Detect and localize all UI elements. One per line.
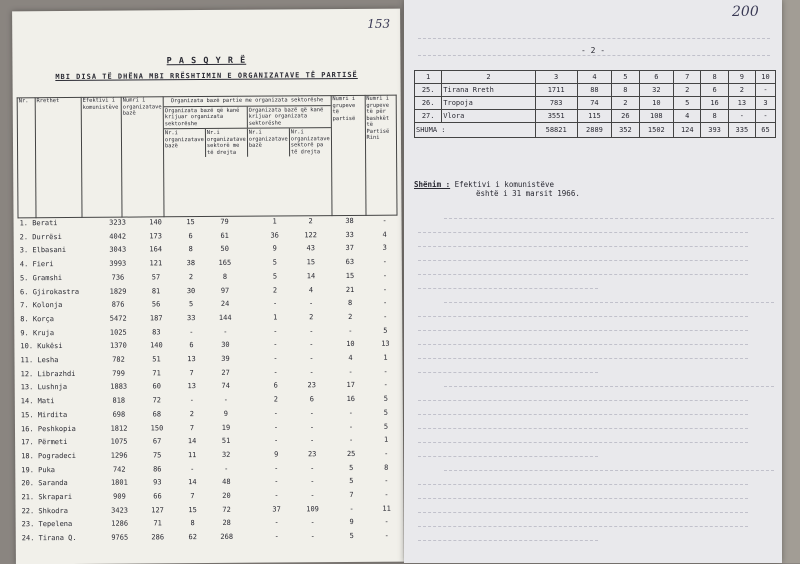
table-cell: - xyxy=(349,504,354,513)
sum-cell: 124 xyxy=(674,123,701,138)
table-cell: - xyxy=(382,271,388,280)
table-cell: 39 xyxy=(221,354,230,363)
footnote xyxy=(414,180,580,198)
table-cell: 8 xyxy=(384,463,389,472)
table-cell: - xyxy=(273,423,279,432)
table-cell: 7 xyxy=(189,368,194,377)
page-number: 153 xyxy=(367,16,391,31)
table-cell: 2 xyxy=(188,272,194,281)
table-cell: 818 xyxy=(112,396,126,405)
district-name: 3. Elbasani xyxy=(19,246,67,255)
table-cell: 5 xyxy=(272,272,278,281)
district-name: 8. Korça xyxy=(20,314,54,324)
table-cell: 5 xyxy=(188,300,194,309)
table-cell: 3993 xyxy=(109,259,127,268)
table-cell: - xyxy=(728,110,755,123)
table-cell: - xyxy=(309,436,315,445)
table-cell: 1 xyxy=(272,217,277,226)
table-cell: 9 xyxy=(272,244,277,253)
district-name: 18. Pogradeci xyxy=(21,451,77,461)
note-line-2: është i 31 marsit 1966. xyxy=(476,189,580,198)
subgroup-2: Organizata bazë që kanë krijuar organizata sektorëshe xyxy=(248,106,324,127)
table-cell: 51 xyxy=(221,437,231,446)
table-cell: 15 xyxy=(306,258,316,267)
table-cell: 2 xyxy=(273,395,278,404)
table-cell: 164 xyxy=(149,245,163,254)
sum-label: SHUMA : xyxy=(415,123,536,138)
table-cell: 25 xyxy=(346,449,356,458)
table-cell: 109 xyxy=(306,504,319,514)
table-cell: 7 xyxy=(349,490,354,500)
table-cell: 2 xyxy=(308,217,313,226)
table-cell: - xyxy=(309,367,314,376)
table-header-row xyxy=(415,71,776,84)
table-cell: - xyxy=(383,367,388,376)
table-cell: 286 xyxy=(151,533,165,542)
note-line-1: Efektivi i komunistëve xyxy=(454,180,554,189)
table-cell: 48 xyxy=(222,478,231,487)
table-row xyxy=(20,532,400,548)
table-cell: 4 xyxy=(348,353,353,363)
table-cell: 5 xyxy=(383,408,389,417)
page-mark: - 2 - xyxy=(580,46,606,55)
col-party-groups: Numri i grupeve të partisë xyxy=(331,95,366,215)
left-document-page xyxy=(12,9,404,564)
table-cell: 7 xyxy=(189,423,195,432)
table-cell: 27 xyxy=(221,368,230,377)
table-cell: 6 xyxy=(188,231,193,240)
table-cell: 127 xyxy=(151,506,164,515)
table-cell: - xyxy=(274,477,279,486)
table-cell: 15 xyxy=(345,271,355,280)
page-number: 200 xyxy=(732,4,759,20)
table-cell: 13 xyxy=(381,340,390,349)
table-cell: - xyxy=(273,327,278,336)
table-cell: 698 xyxy=(112,410,126,419)
table-cell: 66 xyxy=(153,492,162,501)
table-cell: 14 xyxy=(187,437,197,446)
table-cell: 13 xyxy=(187,382,196,391)
table-cell: 799 xyxy=(112,369,125,378)
table-cell: - xyxy=(223,327,228,336)
table-cell: 33 xyxy=(186,313,196,323)
table-cell: - xyxy=(384,490,389,499)
table-cell: 2 xyxy=(272,286,278,295)
table-cell: - xyxy=(274,518,279,527)
table-cell: - xyxy=(273,340,278,349)
subgroup-1: Organizata bazë që kanë krijuar organizata sektorëshe xyxy=(164,106,248,128)
table-cell: 62 xyxy=(188,533,197,542)
district-name: 1. Berati xyxy=(19,219,58,228)
table-cell: 10 xyxy=(346,340,355,349)
table-cell: 93 xyxy=(153,478,162,487)
table-cell: 32 xyxy=(221,450,231,459)
table-cell: 16 xyxy=(346,395,356,404)
table-cell: 1370 xyxy=(109,341,127,350)
table-cell: - xyxy=(273,436,279,445)
district-name: 22. Shkodra xyxy=(21,506,68,515)
table-cell: 74 xyxy=(577,97,612,110)
table-cell: Tirana Rreth xyxy=(442,84,535,97)
table-cell: - xyxy=(274,464,279,473)
district-name: 24. Tirana Q. xyxy=(21,534,77,543)
summary-table-header xyxy=(17,95,398,219)
district-name: 21. Skrapari xyxy=(21,492,73,502)
table-cell: - xyxy=(309,422,315,431)
table-cell: 6 xyxy=(189,341,194,350)
table-cell: 14 xyxy=(306,272,316,281)
table-cell: 268 xyxy=(220,532,234,542)
table-cell: 115 xyxy=(577,110,612,123)
column-number: 1 xyxy=(415,71,442,84)
table-cell: - xyxy=(190,464,195,473)
table-cell: - xyxy=(309,326,314,335)
table-cell: 14 xyxy=(188,478,197,487)
table-cell: 5 xyxy=(349,463,354,472)
table-cell: 56 xyxy=(151,300,161,309)
table-cell: 9 xyxy=(223,409,229,418)
table-cell: 736 xyxy=(111,273,125,282)
table-cell: 25. xyxy=(415,84,442,97)
table-cell: 140 xyxy=(149,218,162,227)
table-cell: 71 xyxy=(153,519,162,528)
table-cell: 1829 xyxy=(109,287,127,296)
table-cell: 9765 xyxy=(111,533,129,542)
table-cell: 33 xyxy=(345,230,354,239)
table-cell: 5 xyxy=(383,394,388,403)
table-cell: - xyxy=(224,464,229,473)
table-cell: 51 xyxy=(152,355,161,364)
table-cell: 10 xyxy=(639,97,674,110)
table-cell: 23 xyxy=(307,450,317,459)
column-number: 3 xyxy=(535,71,577,84)
table-cell: - xyxy=(309,354,314,363)
table-cell: 2 xyxy=(728,84,755,97)
district-name: 6. Gjirokastra xyxy=(20,287,80,296)
table-cell: 3423 xyxy=(111,506,129,515)
table-cell: 1286 xyxy=(111,519,129,529)
district-name: 17. Përmeti xyxy=(21,438,68,447)
table-cell: 9 xyxy=(349,518,354,527)
table-cell: 26. xyxy=(415,97,442,110)
district-name: 13. Lushnja xyxy=(20,383,68,392)
district-name: 11. Lesha xyxy=(20,356,59,365)
column-number: 7 xyxy=(674,71,701,84)
table-cell: 71 xyxy=(152,369,161,378)
district-name: 20. Saranda xyxy=(21,479,68,488)
column-number: 5 xyxy=(612,71,639,84)
district-name: 2. Durrësi xyxy=(19,232,62,242)
table-cell: 876 xyxy=(111,300,125,309)
table-cell: 2 xyxy=(189,409,195,418)
table-cell: 61 xyxy=(220,231,229,240)
column-number: 6 xyxy=(639,71,674,84)
table-cell: 1075 xyxy=(110,437,128,446)
table-cell: 15 xyxy=(186,218,195,227)
table-cell: 5 xyxy=(383,422,389,431)
district-name: 10. Kukësi xyxy=(20,342,63,351)
table-cell: 1296 xyxy=(110,451,128,460)
sum-row xyxy=(415,123,776,138)
table-cell: 6 xyxy=(309,395,314,404)
table-cell: - xyxy=(308,299,314,308)
sum-cell: 393 xyxy=(701,123,728,138)
table-cell: 1711 xyxy=(535,84,577,97)
table-cell: 57 xyxy=(151,273,161,282)
table-cell: - xyxy=(382,298,388,307)
table-cell: - xyxy=(348,422,354,431)
table-cell: 74 xyxy=(221,382,230,391)
note-label: Shënim : xyxy=(414,180,451,189)
sum-cell: 352 xyxy=(612,123,639,138)
table-cell: 121 xyxy=(149,259,163,268)
col-nr: Nr. xyxy=(17,98,36,218)
sum-cell: 2889 xyxy=(577,123,612,138)
sum-cell: 58821 xyxy=(535,123,577,138)
table-cell: - xyxy=(189,327,194,336)
table-cell: 8 xyxy=(188,245,193,254)
column-number: 9 xyxy=(728,71,755,84)
table-cell: - xyxy=(348,436,354,445)
table-cell: 86 xyxy=(153,464,162,473)
table-cell: 7 xyxy=(190,492,195,501)
sum-cell: 65 xyxy=(755,123,775,138)
table-cell: 72 xyxy=(152,396,162,405)
table-cell: 97 xyxy=(220,286,230,295)
table-cell: - xyxy=(309,409,315,418)
document-subtitle: MBI DISA TË DHËNA MBI RRËSHTIMIN E ORGANIZATAVE TË PARTISË xyxy=(55,70,358,82)
table-cell: 187 xyxy=(149,314,163,323)
column-number: 2 xyxy=(442,71,535,84)
table-cell: - xyxy=(310,532,315,541)
table-cell: 8 xyxy=(612,84,639,97)
district-name: 16. Peshkopia xyxy=(20,424,76,433)
table-cell: 37 xyxy=(345,244,354,253)
document-title: P A S Q Y R Ë xyxy=(166,55,247,67)
column-number: 8 xyxy=(701,71,728,84)
continuation-table xyxy=(414,70,776,138)
table-cell: - xyxy=(383,312,388,321)
table-cell: 3551 xyxy=(535,110,577,123)
table-cell: 30 xyxy=(186,286,196,295)
table-cell: 37 xyxy=(272,505,281,514)
table-cell: - xyxy=(274,491,279,500)
table-cell: 165 xyxy=(218,258,232,268)
table-cell: - xyxy=(272,299,278,308)
right-document-page xyxy=(404,0,782,563)
table-cell: 17 xyxy=(346,381,355,390)
table-cell: 1883 xyxy=(110,382,128,392)
table-cell: - xyxy=(310,491,315,500)
table-cell: 8 xyxy=(701,110,728,123)
table-cell: 68 xyxy=(152,410,162,419)
table-cell: 13 xyxy=(187,355,196,364)
table-cell: 4042 xyxy=(109,232,127,241)
table-cell: 782 xyxy=(112,355,125,364)
table-cell: - xyxy=(189,396,194,405)
district-name: 19. Puka xyxy=(21,465,56,474)
table-cell: 5 xyxy=(349,532,354,541)
table-cell: 1801 xyxy=(110,478,128,487)
district-name: 7. Kolonja xyxy=(20,301,63,310)
table-cell: 27. xyxy=(415,110,442,123)
table-cell: 8 xyxy=(190,519,195,528)
sum-cell: 1502 xyxy=(639,123,674,138)
table-row xyxy=(415,110,776,123)
table-cell: - xyxy=(383,381,388,390)
table-row xyxy=(415,97,776,110)
table-cell: 8 xyxy=(347,299,353,308)
table-row xyxy=(415,84,776,97)
table-cell: 15 xyxy=(188,505,197,514)
table-cell: - xyxy=(755,110,775,123)
table-cell: 11 xyxy=(187,450,197,460)
table-cell: - xyxy=(348,326,353,335)
table-cell: 28 xyxy=(222,519,231,528)
table-cell: 26 xyxy=(612,110,639,123)
table-cell: 16 xyxy=(701,97,728,110)
table-cell: 60 xyxy=(152,382,161,391)
table-cell: 13 xyxy=(728,97,755,110)
table-cell: 75 xyxy=(152,451,162,460)
district-name: 9. Kruja xyxy=(20,328,55,337)
col-base-orgs: Numri i organizatave bazë xyxy=(121,97,164,217)
table-cell: 5 xyxy=(674,97,701,110)
table-cell: 3 xyxy=(382,244,387,253)
table-cell: 19 xyxy=(221,423,231,432)
table-cell: 63 xyxy=(345,258,355,267)
table-cell: 3043 xyxy=(109,245,127,255)
table-cell: - xyxy=(348,408,354,417)
table-cell: 3233 xyxy=(109,218,127,227)
table-cell: - xyxy=(310,463,315,472)
col-district: Rrethet xyxy=(35,97,82,217)
table-cell: 38 xyxy=(345,216,354,226)
table-cell: 6 xyxy=(273,381,278,390)
table-cell: - xyxy=(273,409,279,418)
table-cell: 81 xyxy=(151,286,161,295)
table-cell: 5 xyxy=(272,258,277,267)
table-cell: - xyxy=(384,477,389,486)
table-cell: 909 xyxy=(113,492,126,501)
table-cell: - xyxy=(384,531,389,540)
table-cell: 38 xyxy=(186,259,196,268)
table-cell: 5 xyxy=(349,477,354,486)
col-group: Organizata bazë partie me organizata sektorëshe Organizata bazë që kanë krijuar organizata sektorëshe Organizata bazë që kanë krijuar organizata sektorëshe Nr.i organizatave bazë Nr.i organizatave sektorë me të drejta Nr.i organizatave bazë Nr.i organizatave sektorë pa të drejta xyxy=(163,96,332,217)
table-cell: 2 xyxy=(674,84,701,97)
table-cell: 20 xyxy=(222,491,231,500)
table-cell: 173 xyxy=(149,232,163,241)
table-cell: 122 xyxy=(304,230,317,240)
table-cell: 783 xyxy=(535,97,577,110)
table-cell: - xyxy=(310,518,315,527)
district-name: 5. Gramshi xyxy=(19,273,63,283)
table-cell: 2 xyxy=(348,312,353,321)
table-cell: 83 xyxy=(152,327,161,336)
table-cell: 11 xyxy=(382,504,391,513)
table-cell: 5472 xyxy=(109,314,127,323)
table-cell: 2 xyxy=(612,97,639,110)
table-cell: - xyxy=(309,340,314,349)
table-cell: 742 xyxy=(112,465,126,474)
table-cell: - xyxy=(755,84,775,97)
district-name: 23. Tepelena xyxy=(21,520,73,529)
table-cell: 21 xyxy=(345,285,355,294)
table-cell: 1 xyxy=(383,435,389,444)
table-cell: 140 xyxy=(150,341,163,350)
table-cell: 79 xyxy=(220,217,229,226)
table-cell: 4 xyxy=(308,285,314,294)
table-cell: 23 xyxy=(307,381,316,390)
table-cell: - xyxy=(273,368,278,377)
table-cell: Tropoja xyxy=(442,97,535,110)
table-cell: 30 xyxy=(221,341,230,350)
district-name: 12. Librazhdi xyxy=(20,369,76,378)
table-cell: 3 xyxy=(755,97,775,110)
table-cell: 6 xyxy=(701,84,728,97)
table-cell: - xyxy=(348,367,353,376)
table-cell: - xyxy=(382,285,388,294)
table-cell: 32 xyxy=(639,84,674,97)
table-cell: 24 xyxy=(220,300,230,309)
table-cell: - xyxy=(382,257,387,266)
table-cell: 72 xyxy=(222,505,231,514)
district-name: 4. Fieri xyxy=(19,260,54,269)
table-cell: 1025 xyxy=(109,328,127,337)
district-name: 15. Mirdita xyxy=(20,410,68,420)
district-name: 14. Mati xyxy=(20,397,55,406)
table-cell: 150 xyxy=(150,423,164,432)
sum-cell: 335 xyxy=(728,123,755,138)
table-cell: - xyxy=(384,518,389,527)
table-cell: 4 xyxy=(674,110,701,123)
table-cell: - xyxy=(223,395,228,404)
table-cell: 108 xyxy=(639,110,674,123)
table-cell: 43 xyxy=(306,244,315,253)
table-cell: - xyxy=(274,532,279,541)
table-cell: 1812 xyxy=(110,424,128,433)
table-cell: 144 xyxy=(218,313,232,322)
table-cell: 67 xyxy=(152,437,162,446)
table-cell: 2 xyxy=(309,313,314,322)
column-number: 10 xyxy=(755,71,775,84)
table-cell: 1 xyxy=(273,313,278,322)
table-cell: 4 xyxy=(382,230,387,239)
table-cell: - xyxy=(310,477,315,486)
table-cell: 8 xyxy=(222,272,228,281)
table-cell: 5 xyxy=(383,326,388,335)
col-effective: Efektivi i komunistëve xyxy=(81,97,122,217)
table-cell: 50 xyxy=(220,245,229,254)
background-page-edge xyxy=(782,0,800,563)
table-cell: 88 xyxy=(577,84,612,97)
table-cell: - xyxy=(273,354,278,363)
table-cell: 1 xyxy=(383,353,388,362)
table-cell: - xyxy=(382,216,387,225)
table-cell: - xyxy=(384,449,389,458)
table-cell: 36 xyxy=(270,231,279,240)
table-cell: 9 xyxy=(274,450,279,459)
table-cell: Vlora xyxy=(442,110,535,123)
column-number: 4 xyxy=(577,71,612,84)
col-youth-groups: Numri i grupeve të për bashkët të Partisë Rini xyxy=(365,95,397,215)
